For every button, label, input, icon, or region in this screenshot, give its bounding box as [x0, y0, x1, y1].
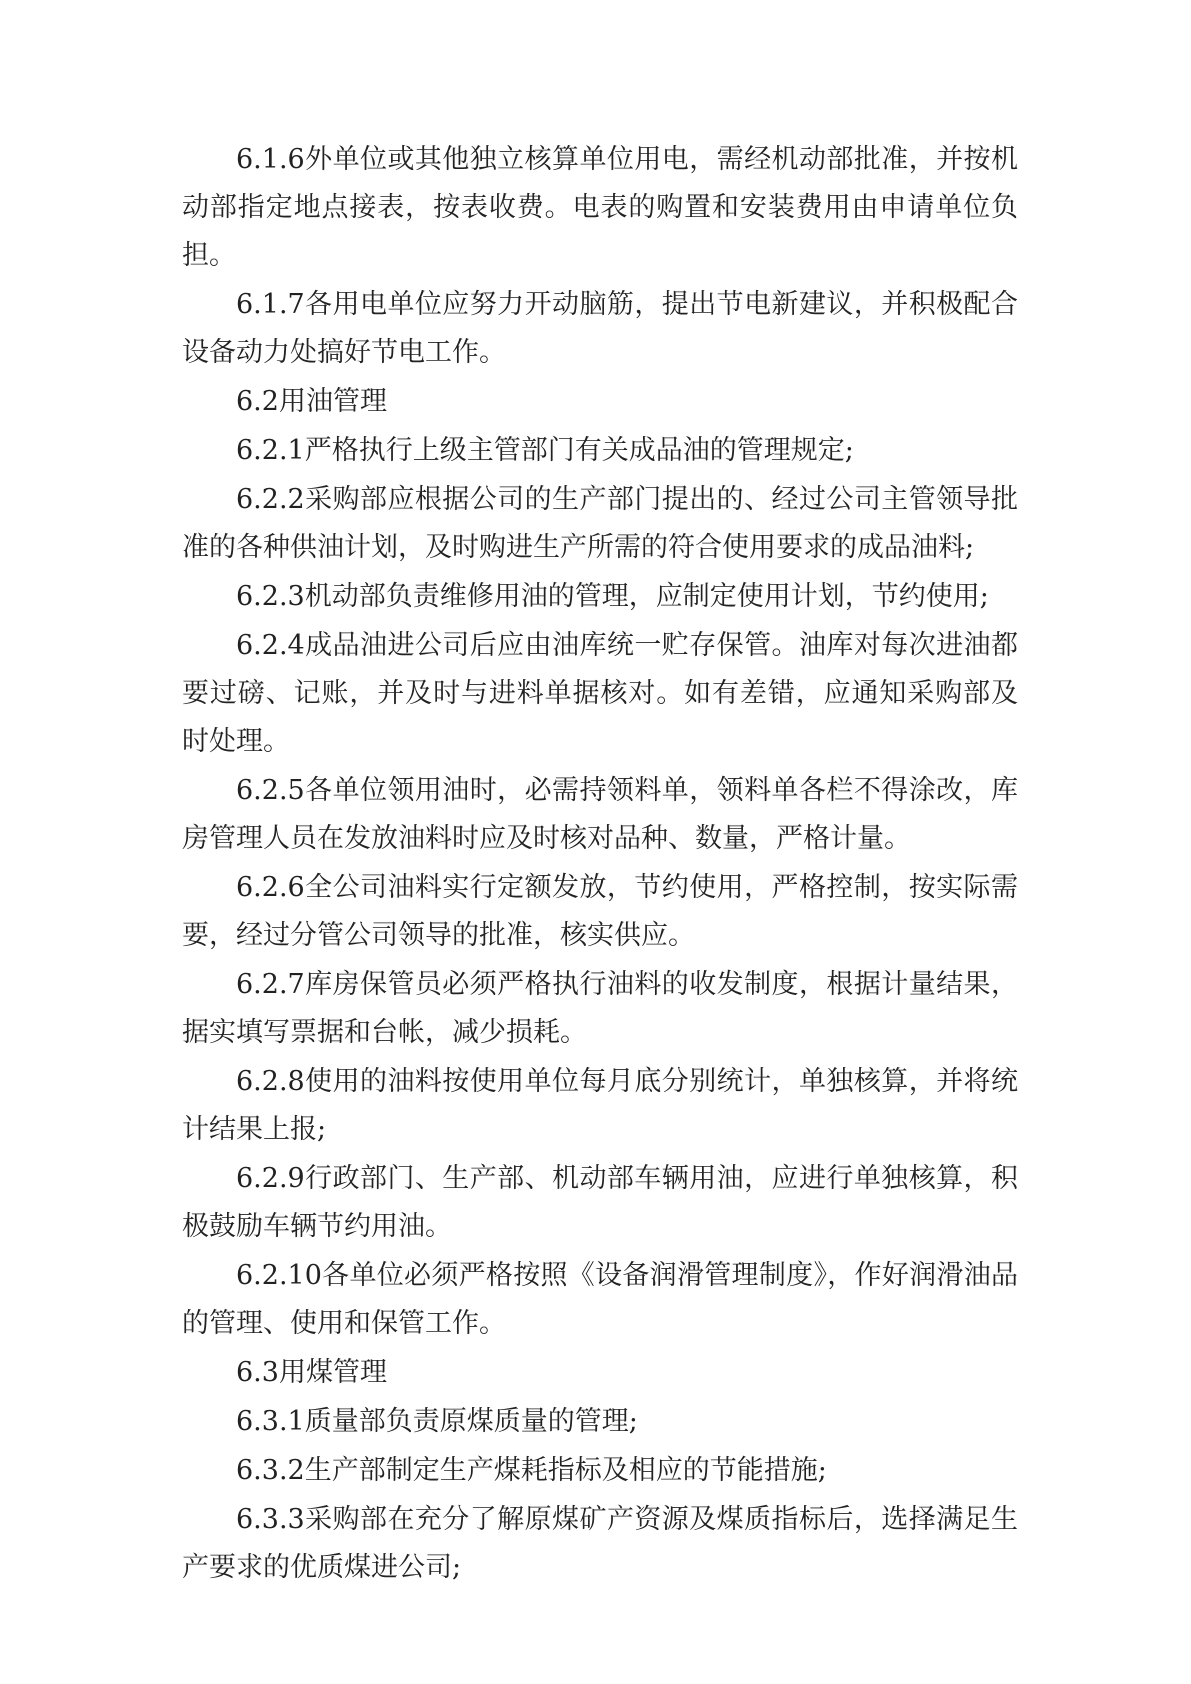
- paragraph-6-2-8: 6.2.8使用的油料按使用单位每月底分别统计，单独核算，并将统计结果上报;: [182, 1066, 1018, 1145]
- paragraph-6-2-10: 6.2.10各单位必须严格按照《设备润滑管理制度》，作好润滑油品的管理、使用和保管工作。: [182, 1260, 1018, 1339]
- paragraph-6-2-7: 6.2.7库房保管员必须严格执行油料的收发制度，根据计量结果，据实填写票据和台帐，减少损耗。: [182, 969, 1018, 1048]
- paragraph-6-2-1: 6.2.1严格执行上级主管部门有关成品油的管理规定;: [236, 435, 854, 466]
- section-heading-6-3: 6.3用煤管理: [236, 1357, 387, 1388]
- paragraph-6-1-7: 6.1.7各用电单位应努力开动脑筋，提出节电新建议，并积极配合设备动力处搞好节电工作。: [182, 289, 1018, 368]
- paragraph-6-1-6: 6.1.6外单位或其他独立核算单位用电，需经机动部批准，并按机动部指定地点接表，按表收费。电表的购置和安装费用由申请单位负担。: [182, 144, 1018, 271]
- paragraph-6-2-4: 6.2.4成品油进公司后应由油库统一贮存保管。油库对每次进油都要过磅、记账，并及时与进料单据核对。如有差错，应通知采购部及时处理。: [182, 630, 1018, 757]
- section-heading-6-2: 6.2用油管理: [236, 386, 387, 417]
- paragraph-6-2-6: 6.2.6全公司油料实行定额发放，节约使用，严格控制，按实际需要，经过分管公司领导的批准，核实供应。: [182, 872, 1018, 951]
- paragraph-6-3-3: 6.3.3采购部在充分了解原煤矿产资源及煤质指标后，选择满足生产要求的优质煤进公司;: [182, 1504, 1018, 1583]
- paragraph-6-3-2: 6.3.2生产部制定生产煤耗指标及相应的节能措施;: [236, 1455, 827, 1486]
- paragraph-6-3-1: 6.3.1质量部负责原煤质量的管理;: [236, 1406, 638, 1437]
- paragraph-6-2-2: 6.2.2采购部应根据公司的生产部门提出的、经过公司主管领导批准的各种供油计划，及时购进生产所需的符合使用要求的成品油料;: [182, 484, 1018, 563]
- paragraph-6-2-3: 6.2.3机动部负责维修用油的管理，应制定使用计划，节约使用;: [236, 581, 989, 612]
- document-body: [182, 136, 1018, 1593]
- paragraph-6-2-5: 6.2.5各单位领用油时，必需持领料单，领料单各栏不得涂改，库房管理人员在发放油料时应及时核对品种、数量，严格计量。: [182, 775, 1018, 854]
- paragraph-6-2-9: 6.2.9行政部门、生产部、机动部车辆用油，应进行单独核算，积极鼓励车辆节约用油。: [182, 1163, 1018, 1242]
